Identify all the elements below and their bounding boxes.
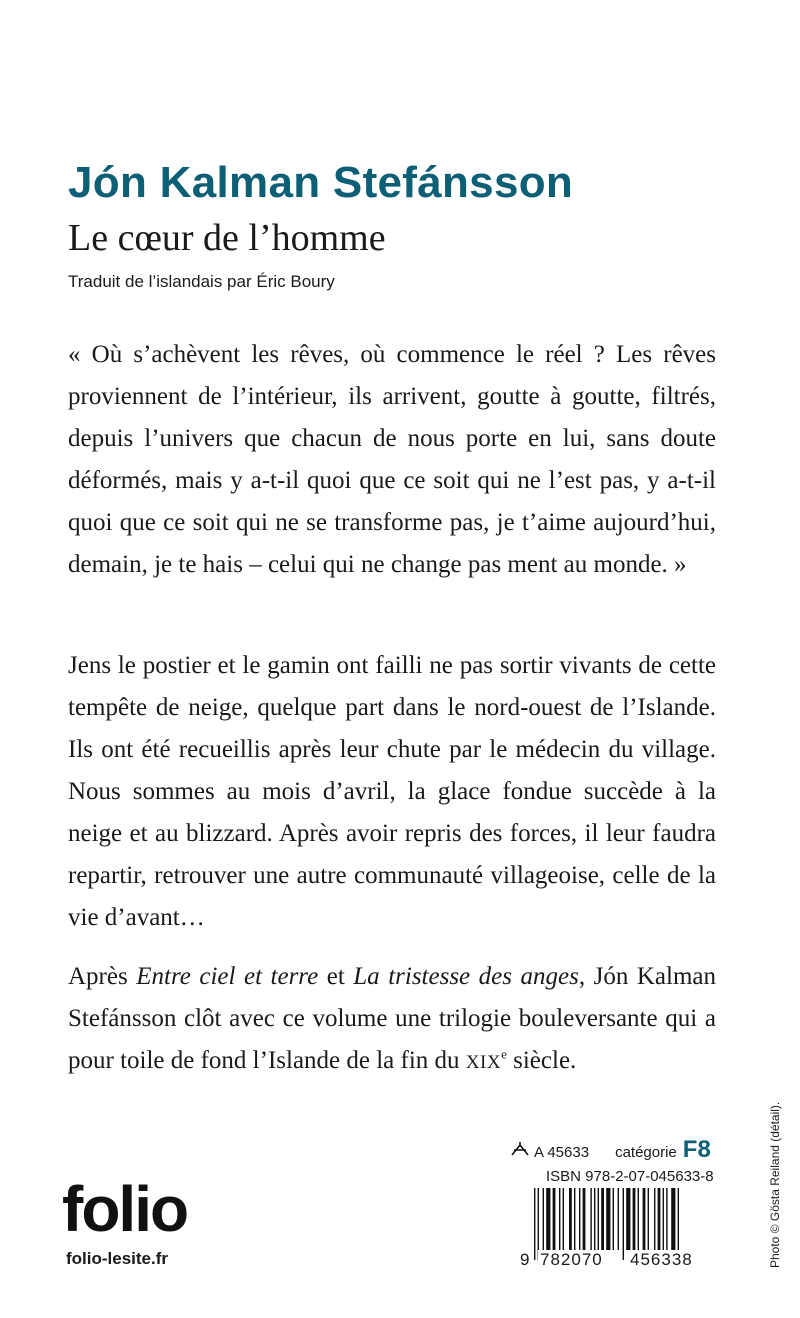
author-name: Jón Kalman Stefánsson (68, 158, 574, 207)
blurb-summary: Jens le postier et le gamin ont failli ne pas sortir vivants de cette tempête de neige, quelque part dans le nord-ouest de l’Islande. Ils ont été recueillis après leur chute par le médecin du village. Nous sommes au mois d’avril, la glace fondue succède à la neige et au blizzard. Après avoir repris des forces, il leur faudra repartir, retrouver une autre communauté villageoise, celle de la vie d’avant… (68, 652, 716, 931)
folio-logo: folio (62, 1173, 188, 1245)
barcode-bar (606, 1188, 610, 1250)
barcode-bar (559, 1188, 560, 1250)
barcode-bar (574, 1188, 575, 1250)
isbn: ISBN 978-2-07-045633-8 (546, 1168, 714, 1185)
barcode-bar (579, 1188, 580, 1250)
barcode-bar (534, 1188, 535, 1260)
barcode-bar (663, 1188, 664, 1250)
barcode-bar (654, 1188, 655, 1250)
blurb-quote: « Où s’achèvent les rêves, où commence le réel ? Les rêves proviennent de l’intérieur, ils arrivent, goutte à goutte, filtrés, depuis l’univers que chacun de nous porte en lui, sans doute déformés, mais y a-t-il quoi que ce soit qui ne l’est pas, y a-t-il quoi que ce soit qui ne se transforme pas, je t’aime aujourd’hui, demain, je te hais – celui qui ne change pas ment au monde. » (68, 341, 716, 578)
blurb-trilogy (68, 956, 716, 1084)
trilogy-book1: Entre ciel et terre (136, 963, 319, 990)
ref-number: A 45633 (534, 1144, 590, 1161)
trilogy-and: et (318, 963, 354, 990)
barcode-bar (613, 1188, 614, 1250)
barcode-bar (658, 1188, 661, 1250)
barcode-bar (583, 1188, 586, 1250)
book-title: Le cœur de l’homme (68, 217, 386, 259)
photo-credit: Photo © Gösta Reiland (détail). (768, 1101, 782, 1268)
barcode-group1: 782070 (540, 1250, 603, 1269)
barcode-bar (543, 1188, 544, 1250)
barcode-bar (590, 1188, 591, 1250)
barcode-bar (638, 1188, 639, 1250)
barcode-bar (633, 1188, 636, 1250)
barcode-bar (623, 1188, 624, 1260)
barcode-bar (666, 1188, 667, 1250)
barcode-bar (546, 1188, 550, 1250)
folio-emblem-icon (510, 1141, 530, 1161)
barcode-bar (601, 1188, 604, 1250)
trilogy-suffix: siècle. (506, 1047, 577, 1074)
translator-credit: Traduit de l’islandais par Éric Boury (68, 272, 335, 291)
barcode-bar (598, 1188, 599, 1250)
barcode-group2: 456338 (630, 1250, 693, 1269)
century-sup: e (501, 1046, 507, 1062)
barcode-bar (569, 1188, 572, 1250)
trilogy-prefix: Après (68, 963, 137, 990)
barcode-bar (618, 1188, 619, 1250)
barcode-first-digit: 9 (520, 1250, 531, 1269)
barcode-bar (671, 1188, 675, 1250)
barcode-bar (563, 1188, 564, 1250)
trilogy-middle: , Jón Kalman Stefánsson clôt avec ce volume une trilogie bouleversante qui a pour toile de fond l’Islande de la fin du (68, 963, 716, 1074)
category-label: catégorie (615, 1144, 677, 1161)
website-link[interactable]: folio-lesite.fr (66, 1249, 169, 1268)
barcode-bar (626, 1188, 630, 1250)
barcode-bar (648, 1188, 649, 1250)
category-code: F8 (682, 1136, 711, 1163)
barcode-bar (553, 1188, 556, 1250)
century-roman: XIX (465, 1052, 502, 1073)
product-codes (510, 1136, 714, 1185)
barcode-bar (594, 1188, 595, 1250)
barcode-bar (678, 1188, 679, 1250)
trilogy-book2: La tristesse des anges (353, 963, 579, 990)
barcode-bar (643, 1188, 646, 1250)
